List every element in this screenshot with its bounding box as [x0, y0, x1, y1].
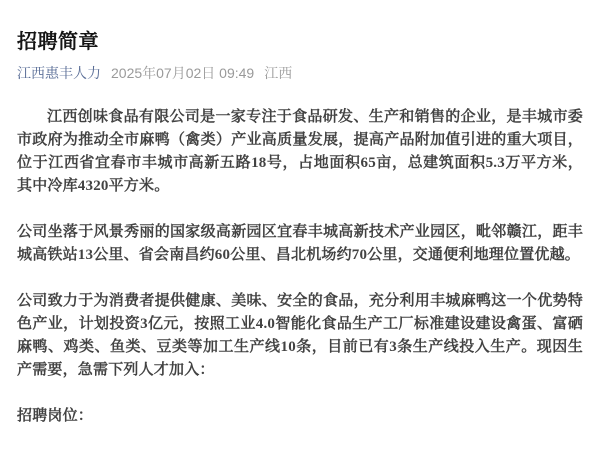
publish-location: 江西	[264, 65, 293, 81]
publish-date: 2025年07月02日 09:49	[111, 65, 255, 81]
paragraph-location: 公司坐落于风景秀丽的国家级高新园区宜春丰城高新技术产业园区，毗邻赣江，距丰城高铁站13公里、省会南昌约60公里、昌北机场约70公里，交通便利地理位置优越。	[17, 224, 583, 263]
paragraph-company-intro: 江西创味食品有限公司是一家专注于食品研发、生产和销售的企业，是丰城市委市政府为推动全市麻鸭（禽类）产业高质量发展，提高产品附加值引进的重大项目，位于江西省宜春市丰城市高新五路18号，占地面积65亩，总建筑面积5.3万平方米，其中冷库4320平方米。	[17, 109, 583, 194]
account-name-link[interactable]: 江西惠丰人力	[17, 65, 101, 81]
page-title: 招聘简章	[17, 31, 99, 53]
byline	[17, 65, 583, 81]
section-label-positions: 招聘岗位：	[17, 408, 94, 424]
article-content	[17, 106, 583, 428]
paragraph-business: 公司致力于为消费者提供健康、美味、安全的食品，充分利用丰城麻鸭这一个优势特色产业，计划投资3亿元，按照工业4.0智能化食品生产工厂标准建设建设禽蛋、富硒麻鸭、鸡类、鱼类、豆类等加工生产线10条，目前已有3条生产线投入生产。现因生产需要，急需下列人才加入：	[17, 293, 583, 378]
